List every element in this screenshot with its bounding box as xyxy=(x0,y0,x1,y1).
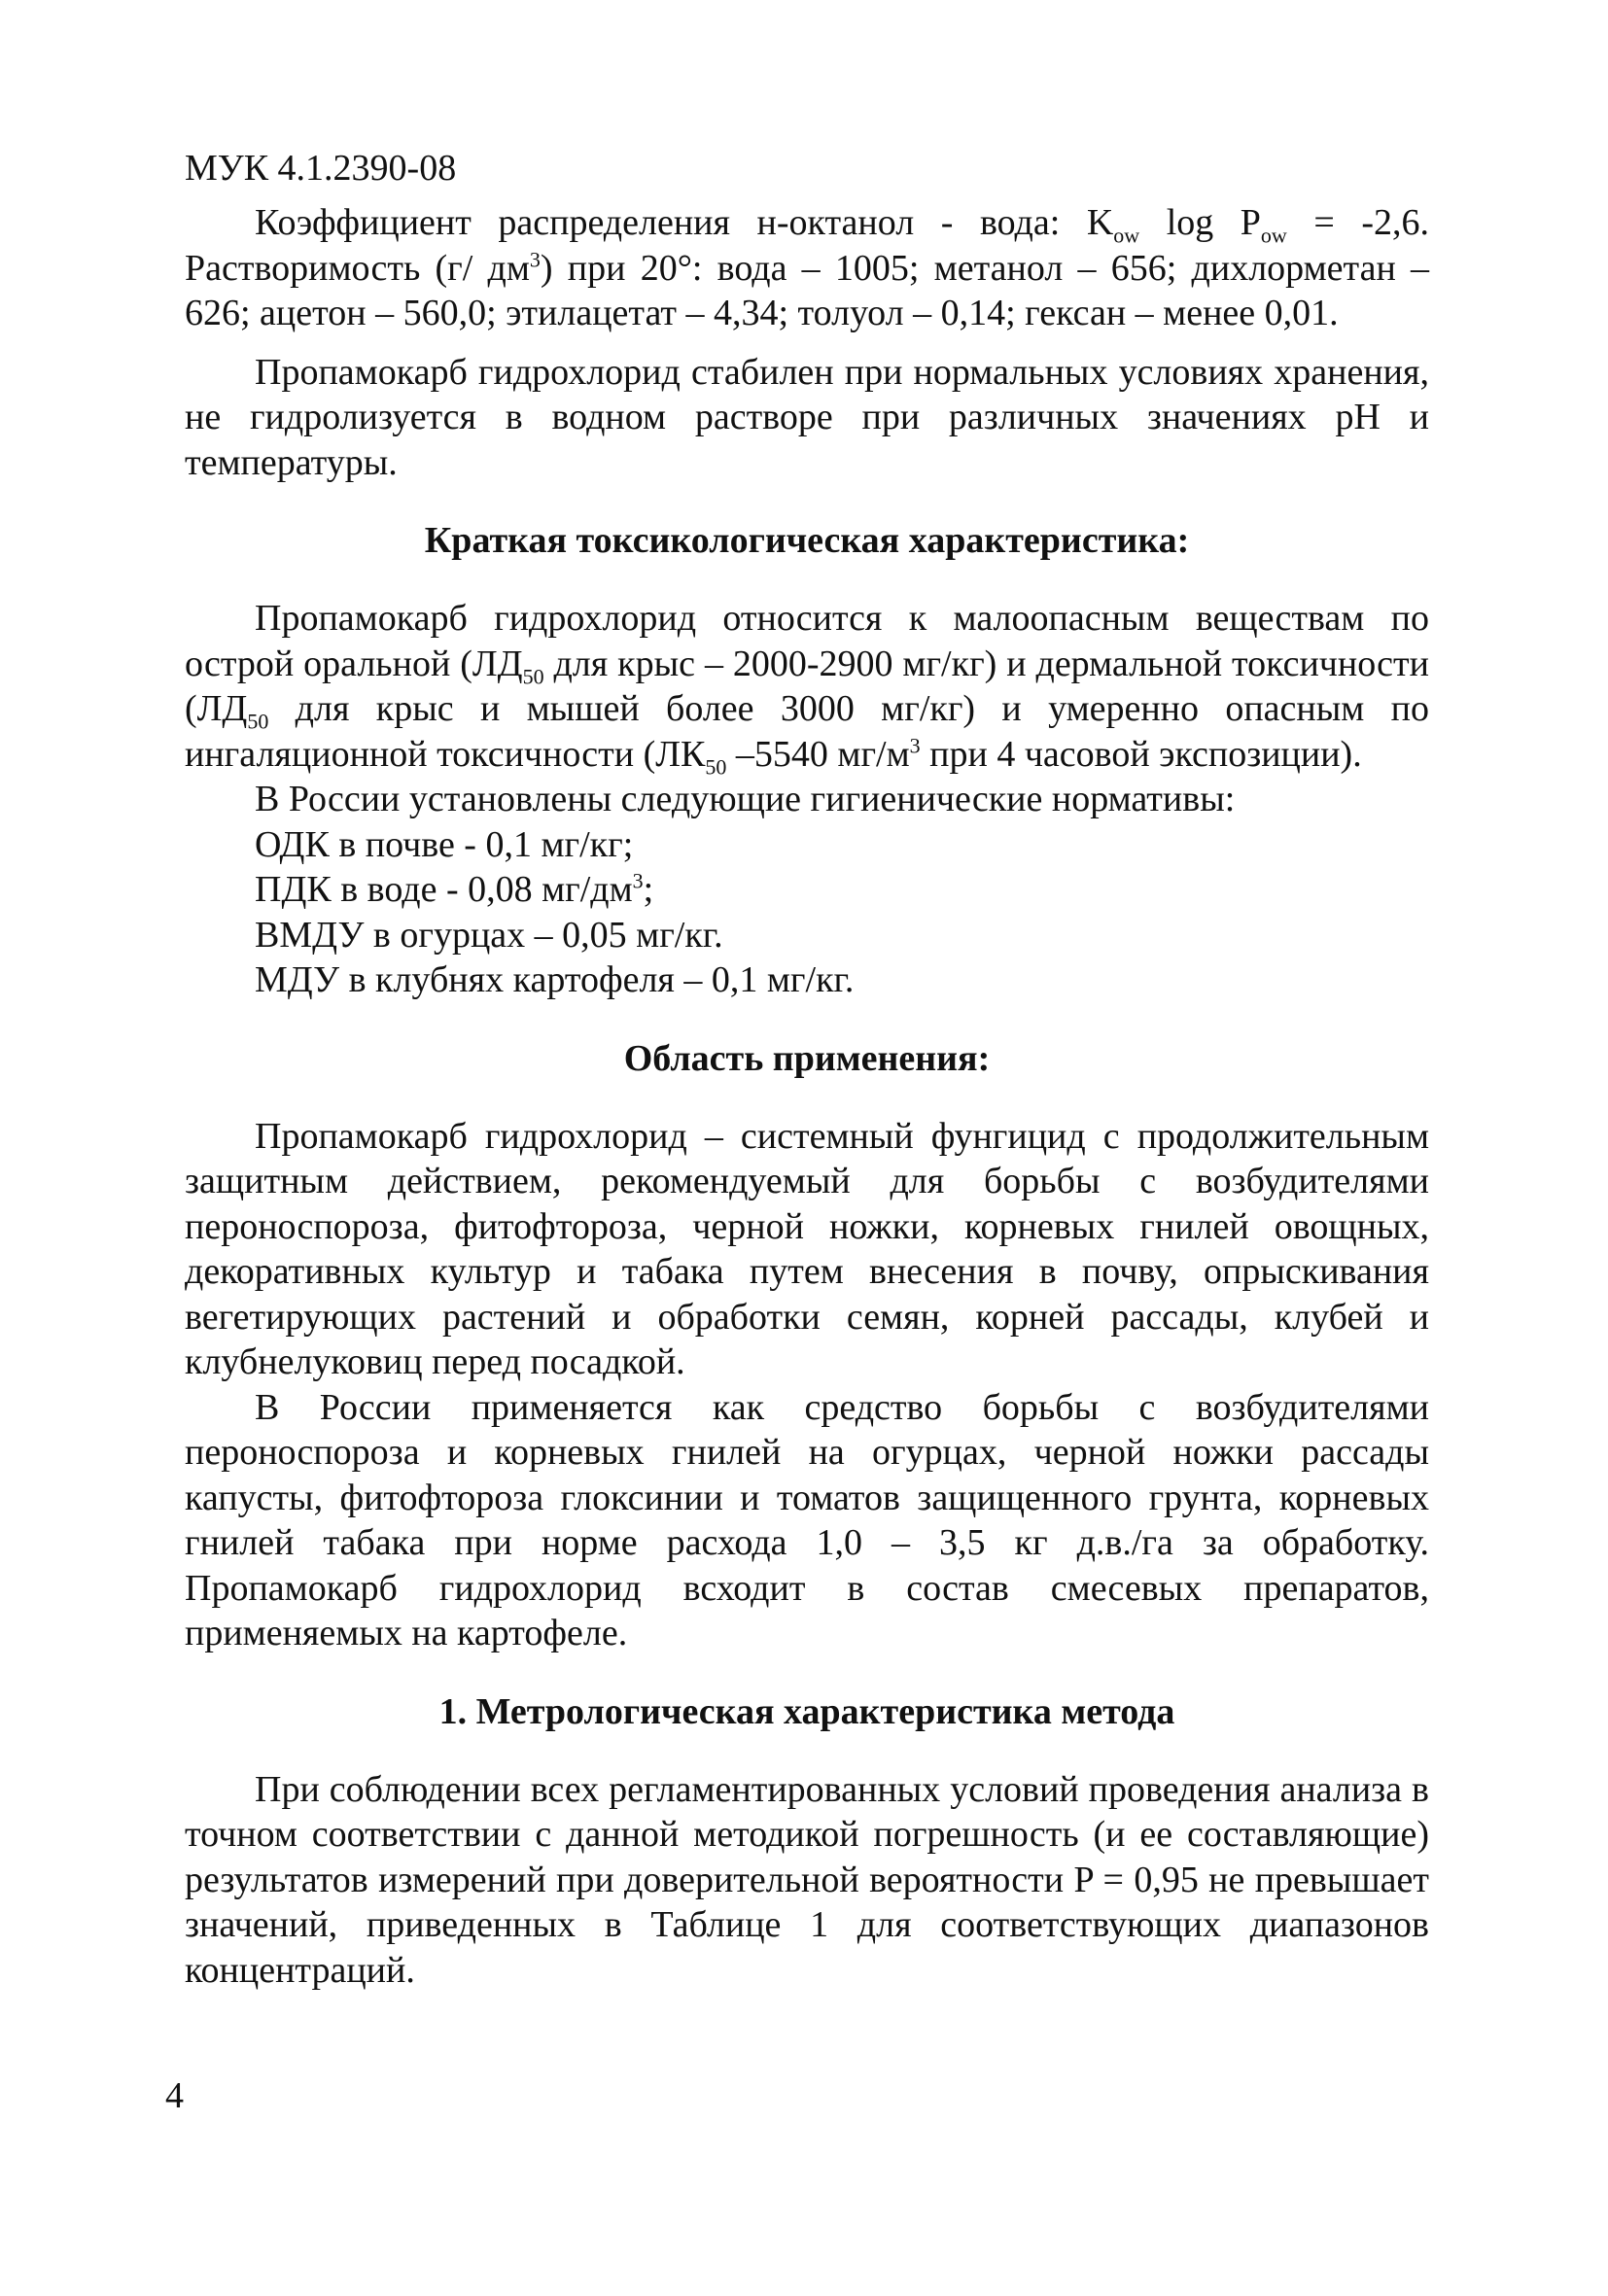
norm-potato: МДУ в клубнях картофеля – 0,1 мг/кг. xyxy=(255,959,855,1000)
norms-intro: В России установлены следующие гигиенические нормативы: xyxy=(255,779,1236,819)
metrology-heading: 1. Метрологическая характеристика метода xyxy=(438,1690,1175,1732)
metrology-paragraph: При соблюдении всех регламентированных условий проведения анализа в точном соответствии с данной методикой погрешность (и ее составляющие) результатов измерений при доверительной вероятности P = 0,95 не превышает значений, приведенных в Таблице 1 для соответствующих диапазонов концентраций. xyxy=(185,1768,1429,1991)
norm-soil: ОДК в почве - 0,1 мг/кг; xyxy=(255,823,634,865)
partition-solubility-paragraph: Коэффициент распределения н-октанол - вода: $K_{ow}$ $\log P_{ow} = -2,6$. Растворимость (г/ $дм^3$) при 20°: вода – 1005; метанол – 656; дихлорметан – 626; ацетон – 560,0; этилацетат – 4,34; толуол – 0,14; гексан – менее 0,01. xyxy=(185,202,1430,333)
application-paragraph-1: Пропамокарб гидрохлорид – системный фунгицид с продолжительным защитным действием, рекомендуемый для борьбы с возбудителями пероноспороза, фитофтороза, черной ножки, корневых гнилей овощных, декоративных культур и табака путем внесения в почву, опрыскивания вегетирующих растений и обработки семян, корней рассады, клубей и клубнелуковиц перед посадкой. xyxy=(185,1115,1429,1382)
toxicology-heading: Краткая токсикологическая характеристика: xyxy=(424,520,1190,561)
application-paragraph-2: В России применяется как средство борьбы с возбудителями пероноспороза и корневых гнилей на огурцах, черной ножки рассады капусты, фитофтороза глоксинии и томатов защищенного грунта, корневых гнилей табака при норме расхода 1,0 – 3,5 кг д.в./га за обработку. Пропамокарб гидрохлорид всходит в состав смесевых препаратов, применяемых на картофеле. xyxy=(185,1386,1429,1653)
toxicology-paragraph: Пропамокарб гидрохлорид относится к малоопасным веществам по острой оральной ($ЛД_{50}$ для крыс – 2000-2900 мг/кг) и дермальной токсичности ($ЛД_{50}$ для крыс и мышей более 3000 мг/кг) и умеренно опасным по ингаляционной токсичности ($ЛК_{50}$ –5540 $мг/м^3$ при 4 часовой экспозиции). xyxy=(185,598,1429,780)
application-heading: Область применения: xyxy=(623,1037,991,1079)
page-number: 4 xyxy=(165,2075,184,2116)
norm-cucumbers: ВМДУ в огурцах – 0,05 мг/кг. xyxy=(255,914,723,956)
document-page xyxy=(185,146,1429,1993)
norm-water: ПДК в воде - 0,08 $мг/дм^3$; xyxy=(255,868,654,910)
stability-paragraph: Пропамокарб гидрохлорид стабилен при нормальных условиях хранения, не гидролизуется в водном растворе при различных значениях pH и температуры. xyxy=(185,351,1429,483)
document-code: МУК 4.1.2390-08 xyxy=(185,148,457,189)
